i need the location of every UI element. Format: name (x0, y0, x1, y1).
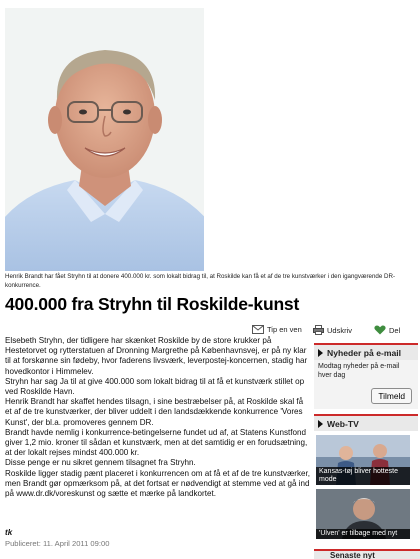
video-caption: Kansas-tøj bliver hotteste mode (316, 467, 410, 485)
webtv-header (314, 416, 418, 431)
article-headline: 400.000 fra Stryhn til Roskilde-kunst (5, 294, 300, 314)
article-paragraph: Brandt havde nemlig i konkurrence-betingelserne fundet ud af, at Statens Kunstfond giver 1,2 mio. kroner til sådan et kunstværk, men at det samtidig er en forudsætning, at der lokalt rejses mindst 400.000 kr. (5, 427, 308, 458)
print-link[interactable] (313, 325, 352, 335)
article-paragraph: Elsebeth Stryhn, der tidligere har skænket Roskilde by de store krukker på Hestetorvet og rytterstatuen af Dronning Margrethe på Københavnsvej, er på ny klar til at forskønne sin fødeby, hvor faderens livsværk, leverpostej-koncernen, stadig har hovedkontor i Himmelev. (5, 336, 308, 376)
article-body (5, 336, 311, 499)
webtv-box (314, 414, 418, 539)
article-paragraph: Disse penge er nu sikret gennem tilsagnet fra Stryhn. (5, 458, 196, 468)
publish-date: Publiceret: 11. April 2011 09:00 (5, 539, 110, 548)
subscribe-button[interactable]: Tilmeld (371, 388, 412, 404)
next-section-header: Senaste nyt (314, 549, 420, 559)
share-link[interactable] (374, 325, 400, 335)
arrow-right-icon (318, 420, 323, 428)
article-paragraph: Roskilde ligger stadig pænt placeret i konkurrencen om at få et af de tre kunstværker, men Brandt gør opmærksom på, at det fortsat er nødvendigt at stemme ved at gå ind på www.dr.dk/voreskunst og sætte et mærke på landkortet. (5, 468, 311, 499)
newsletter-box (314, 343, 418, 409)
print-label: Udskriv (327, 325, 353, 335)
portrait-illustration (5, 8, 204, 271)
webtv-title: Web-TV (327, 418, 359, 429)
newsletter-title: Nyheder på e-mail (327, 347, 402, 358)
arrow-right-icon (318, 349, 323, 357)
article-byline: tk (5, 528, 13, 537)
tip-label: Tip en ven (267, 325, 302, 334)
video-thumbnail[interactable] (316, 489, 410, 539)
tip-a-friend-link[interactable] (252, 325, 302, 334)
video-thumbnail[interactable] (316, 435, 410, 485)
video-caption: 'Ulven' er tilbage med nyt (316, 529, 410, 539)
newsletter-body (314, 360, 418, 409)
share-heart-icon (374, 325, 386, 335)
photo-caption: Henrik Brandt har fået Stryhn til at donere 400.000 kr. som lokalt bidrag til, at Roskilde kan få et af de tre kunstværker i den igangværende DR-konkurrence. (5, 273, 396, 289)
newsletter-text: Modtag nyheder på e-mail hver dag (318, 363, 400, 379)
newsletter-header (314, 345, 418, 360)
article-paragraph: Henrik Brandt har skaffet hendes tilsagn, i sine bestræbelser på, at Roskilde skal få et af de tre kunstværker, der bliver uddelt i den landsdækkende konkurrence 'Vores Kunst', der bl.a. promoveres gennem DR. (5, 397, 304, 427)
share-label: Del (389, 325, 401, 335)
printer-icon (313, 325, 324, 335)
article-paragraph: Stryhn har sag Ja til at give 400.000 som lokalt bidrag til at få et kunstværk stillet op ved Roskilde Havn. (5, 376, 305, 397)
envelope-icon (252, 325, 264, 334)
article-photo (5, 8, 204, 271)
